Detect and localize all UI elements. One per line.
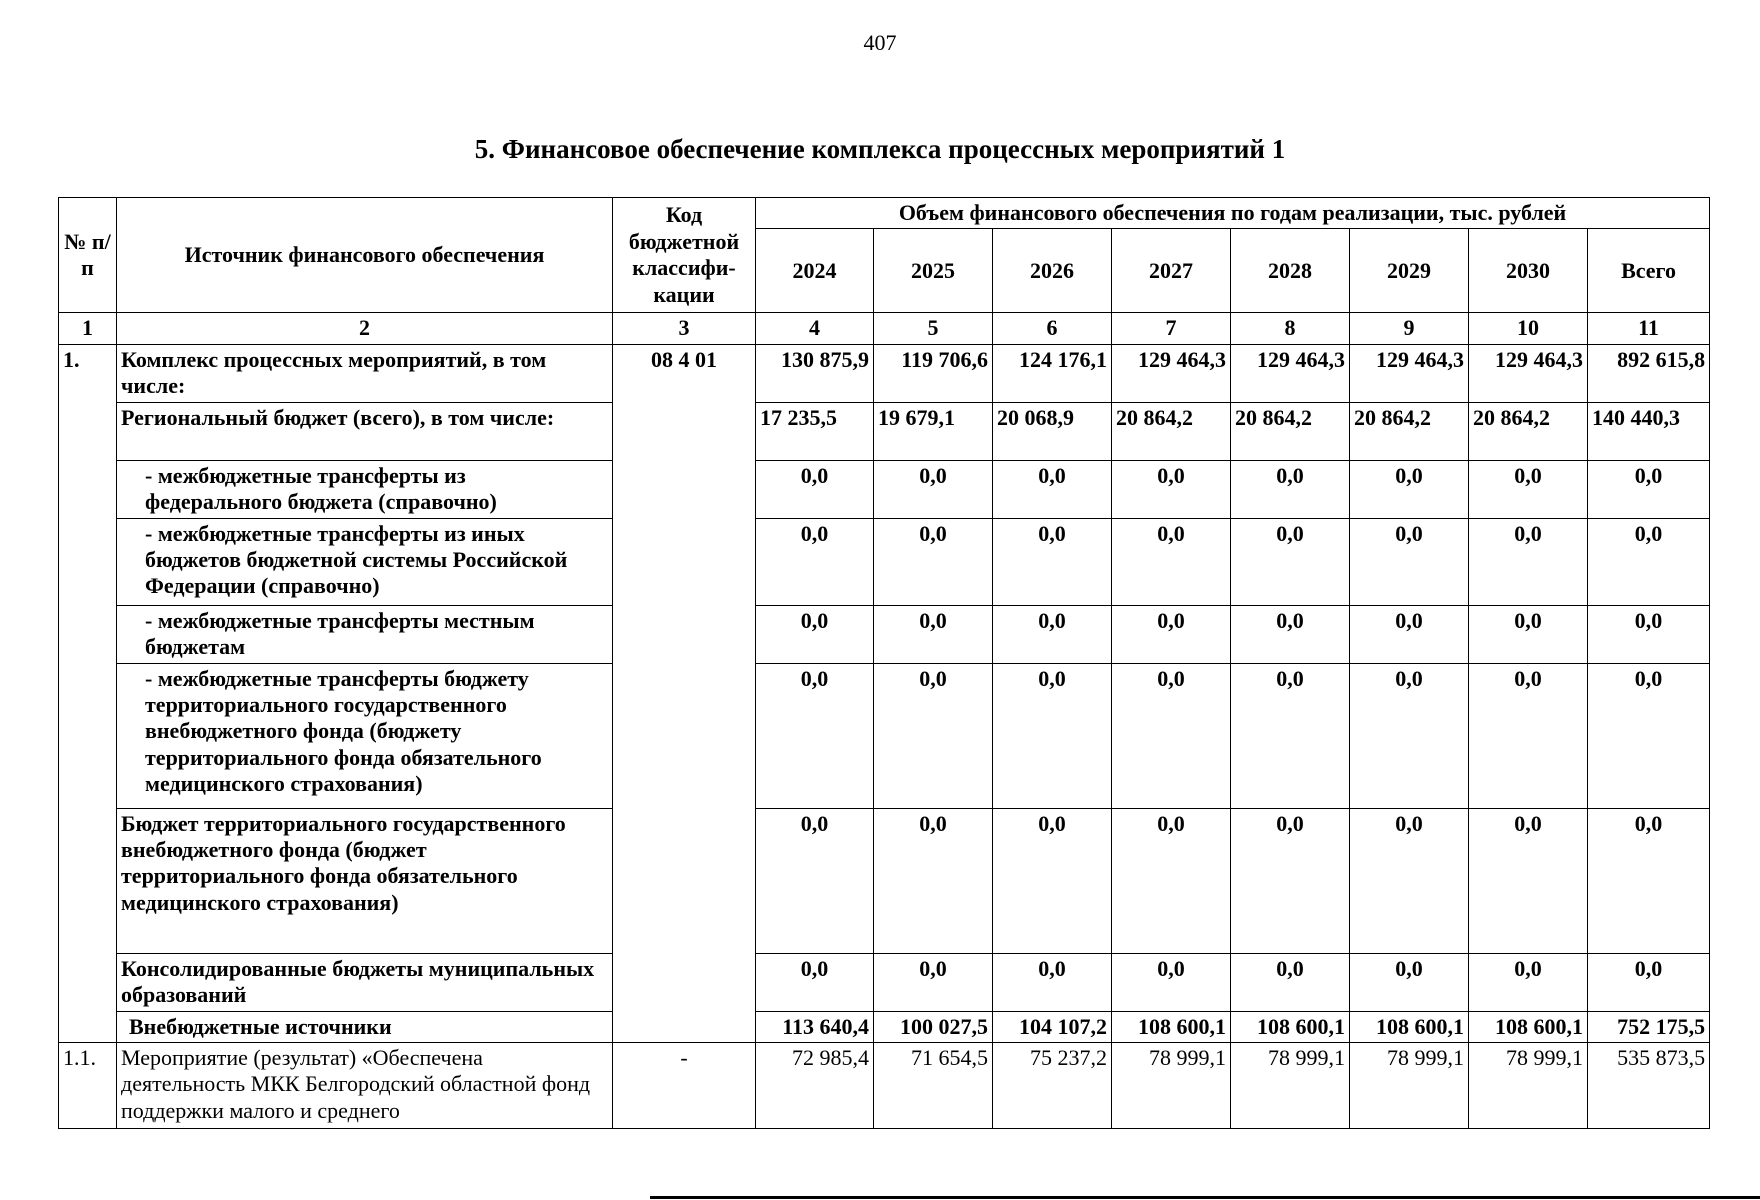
value-cell: 0,0 (756, 808, 874, 953)
header-year: 2029 (1350, 229, 1469, 313)
header-year: 2028 (1231, 229, 1350, 313)
value-cell: 0,0 (993, 663, 1112, 808)
header-year: 2027 (1112, 229, 1231, 313)
column-number: 7 (1112, 313, 1231, 344)
value-cell: 0,0 (1469, 518, 1588, 605)
column-numbers-row (59, 313, 1710, 344)
column-number: 5 (874, 313, 993, 344)
value-cell: 140 440,3 (1588, 402, 1710, 460)
row-number: 1. (59, 344, 117, 1042)
value-cell: 17 235,5 (756, 402, 874, 460)
value-cell: 0,0 (1350, 605, 1469, 663)
value-cell: 0,0 (756, 953, 874, 1011)
value-cell: 100 027,5 (874, 1011, 993, 1042)
row-label: Мероприятие (результат) «Обеспечена деятельность МКК Белгородский областной фонд поддержки малого и среднего (117, 1042, 613, 1128)
value-cell: 0,0 (1231, 518, 1350, 605)
value-cell: 20 864,2 (1469, 402, 1588, 460)
table-row (59, 518, 1710, 605)
value-cell: 0,0 (1112, 518, 1231, 605)
value-cell: 78 999,1 (1469, 1042, 1588, 1128)
table-row (59, 605, 1710, 663)
value-cell: 72 985,4 (756, 1042, 874, 1128)
row-number: 1.1. (59, 1042, 117, 1128)
budget-code: 08 4 01 (613, 344, 756, 1042)
column-number: 9 (1350, 313, 1469, 344)
value-cell: 119 706,6 (874, 344, 993, 402)
value-cell: 0,0 (1469, 460, 1588, 518)
value-cell: 0,0 (1588, 605, 1710, 663)
row-label: Консолидированные бюджеты муниципальных образований (117, 953, 613, 1011)
value-cell: 0,0 (993, 518, 1112, 605)
bottom-rule (650, 1196, 1760, 1199)
value-cell: 20 864,2 (1350, 402, 1469, 460)
row-label: Внебюджетные источники (117, 1011, 613, 1042)
value-cell: 752 175,5 (1588, 1011, 1710, 1042)
value-cell: 0,0 (874, 460, 993, 518)
value-cell: 0,0 (1350, 663, 1469, 808)
value-cell: 0,0 (1231, 663, 1350, 808)
column-number: 3 (613, 313, 756, 344)
page-number: 407 (863, 30, 897, 55)
value-cell: 0,0 (1588, 460, 1710, 518)
header-num: № п/п (59, 198, 117, 313)
value-cell: 0,0 (993, 808, 1112, 953)
value-cell: 108 600,1 (1350, 1011, 1469, 1042)
table-row (59, 953, 1710, 1011)
table-row (59, 1042, 1710, 1128)
header-total: Всего (1588, 229, 1710, 313)
table-row (59, 663, 1710, 808)
value-cell: 78 999,1 (1231, 1042, 1350, 1128)
header-year: 2024 (756, 229, 874, 313)
value-cell: 108 600,1 (1469, 1011, 1588, 1042)
value-cell: 20 068,9 (993, 402, 1112, 460)
value-cell: 0,0 (1231, 953, 1350, 1011)
value-cell: 0,0 (874, 518, 993, 605)
value-cell: 0,0 (874, 953, 993, 1011)
column-number: 8 (1231, 313, 1350, 344)
value-cell: 535 873,5 (1588, 1042, 1710, 1128)
value-cell: 129 464,3 (1350, 344, 1469, 402)
column-number: 11 (1588, 313, 1710, 344)
value-cell: 0,0 (1588, 663, 1710, 808)
value-cell: 0,0 (1112, 953, 1231, 1011)
value-cell: 130 875,9 (756, 344, 874, 402)
value-cell: 892 615,8 (1588, 344, 1710, 402)
value-cell: 129 464,3 (1231, 344, 1350, 402)
table-row (59, 460, 1710, 518)
value-cell: 0,0 (1112, 663, 1231, 808)
row-label: - межбюджетные трансферты из федерального бюджета (справочно) (117, 460, 613, 518)
row-label: - межбюджетные трансферты местным бюджетам (117, 605, 613, 663)
value-cell: 0,0 (874, 663, 993, 808)
header-source: Источник финансового обеспечения (117, 198, 613, 313)
header-year: 2026 (993, 229, 1112, 313)
value-cell: 0,0 (1231, 605, 1350, 663)
column-number: 2 (117, 313, 613, 344)
row-label: Комплекс процессных мероприятий, в том числе: (117, 344, 613, 402)
value-cell: 0,0 (756, 605, 874, 663)
header-year: 2030 (1469, 229, 1588, 313)
header-code: Код бюджетной классифи-кации (613, 198, 756, 313)
value-cell: 0,0 (1350, 518, 1469, 605)
financing-table (58, 197, 1710, 1129)
value-cell: 0,0 (1350, 953, 1469, 1011)
value-cell: 0,0 (993, 953, 1112, 1011)
value-cell: 20 864,2 (1231, 402, 1350, 460)
header-volume: Объем финансового обеспечения по годам реализации, тыс. рублей (756, 198, 1710, 229)
value-cell: 78 999,1 (1112, 1042, 1231, 1128)
value-cell: 0,0 (1588, 953, 1710, 1011)
value-cell: 129 464,3 (1112, 344, 1231, 402)
value-cell: 0,0 (1588, 808, 1710, 953)
value-cell: 113 640,4 (756, 1011, 874, 1042)
table-row (59, 402, 1710, 460)
section-title: 5. Финансовое обеспечение комплекса процессных мероприятий 1 (474, 134, 1286, 164)
value-cell: 0,0 (1231, 460, 1350, 518)
value-cell: 0,0 (756, 460, 874, 518)
value-cell: 0,0 (756, 663, 874, 808)
value-cell: 78 999,1 (1350, 1042, 1469, 1128)
value-cell: 0,0 (993, 605, 1112, 663)
value-cell: 104 107,2 (993, 1011, 1112, 1042)
value-cell: 71 654,5 (874, 1042, 993, 1128)
value-cell: 108 600,1 (1112, 1011, 1231, 1042)
value-cell: 0,0 (1231, 808, 1350, 953)
row-label: Бюджет территориального государственного внебюджетного фонда (бюджет территориального фонда обязательного медицинского страхования) (117, 808, 613, 953)
value-cell: 0,0 (756, 518, 874, 605)
value-cell: 0,0 (874, 605, 993, 663)
value-cell: 0,0 (1112, 808, 1231, 953)
table-row (59, 808, 1710, 953)
value-cell: 0,0 (1469, 605, 1588, 663)
row-label: Региональный бюджет (всего), в том числе: (117, 402, 613, 460)
value-cell: 0,0 (1469, 663, 1588, 808)
value-cell: 75 237,2 (993, 1042, 1112, 1128)
value-cell: 0,0 (1350, 460, 1469, 518)
value-cell: 19 679,1 (874, 402, 993, 460)
value-cell: 124 176,1 (993, 344, 1112, 402)
value-cell: 129 464,3 (1469, 344, 1588, 402)
column-number: 4 (756, 313, 874, 344)
value-cell: 108 600,1 (1231, 1011, 1350, 1042)
value-cell: 0,0 (1469, 808, 1588, 953)
value-cell: 0,0 (1469, 953, 1588, 1011)
value-cell: 0,0 (1112, 460, 1231, 518)
value-cell: 0,0 (1112, 605, 1231, 663)
value-cell: 0,0 (1588, 518, 1710, 605)
row-label: - межбюджетные трансферты из иных бюджетов бюджетной системы Российской Федерации (справочно) (117, 518, 613, 605)
budget-code: - (613, 1042, 756, 1128)
column-number: 10 (1469, 313, 1588, 344)
column-number: 1 (59, 313, 117, 344)
value-cell: 20 864,2 (1112, 402, 1231, 460)
value-cell: 0,0 (874, 808, 993, 953)
table-row (59, 1011, 1710, 1042)
header-year: 2025 (874, 229, 993, 313)
value-cell: 0,0 (1350, 808, 1469, 953)
row-label: - межбюджетные трансферты бюджету территориального государственного внебюджетного фонда (бюджету территориального фонда обязательного медицинского страхования) (117, 663, 613, 808)
column-number: 6 (993, 313, 1112, 344)
table-row (59, 344, 1710, 402)
value-cell: 0,0 (993, 460, 1112, 518)
